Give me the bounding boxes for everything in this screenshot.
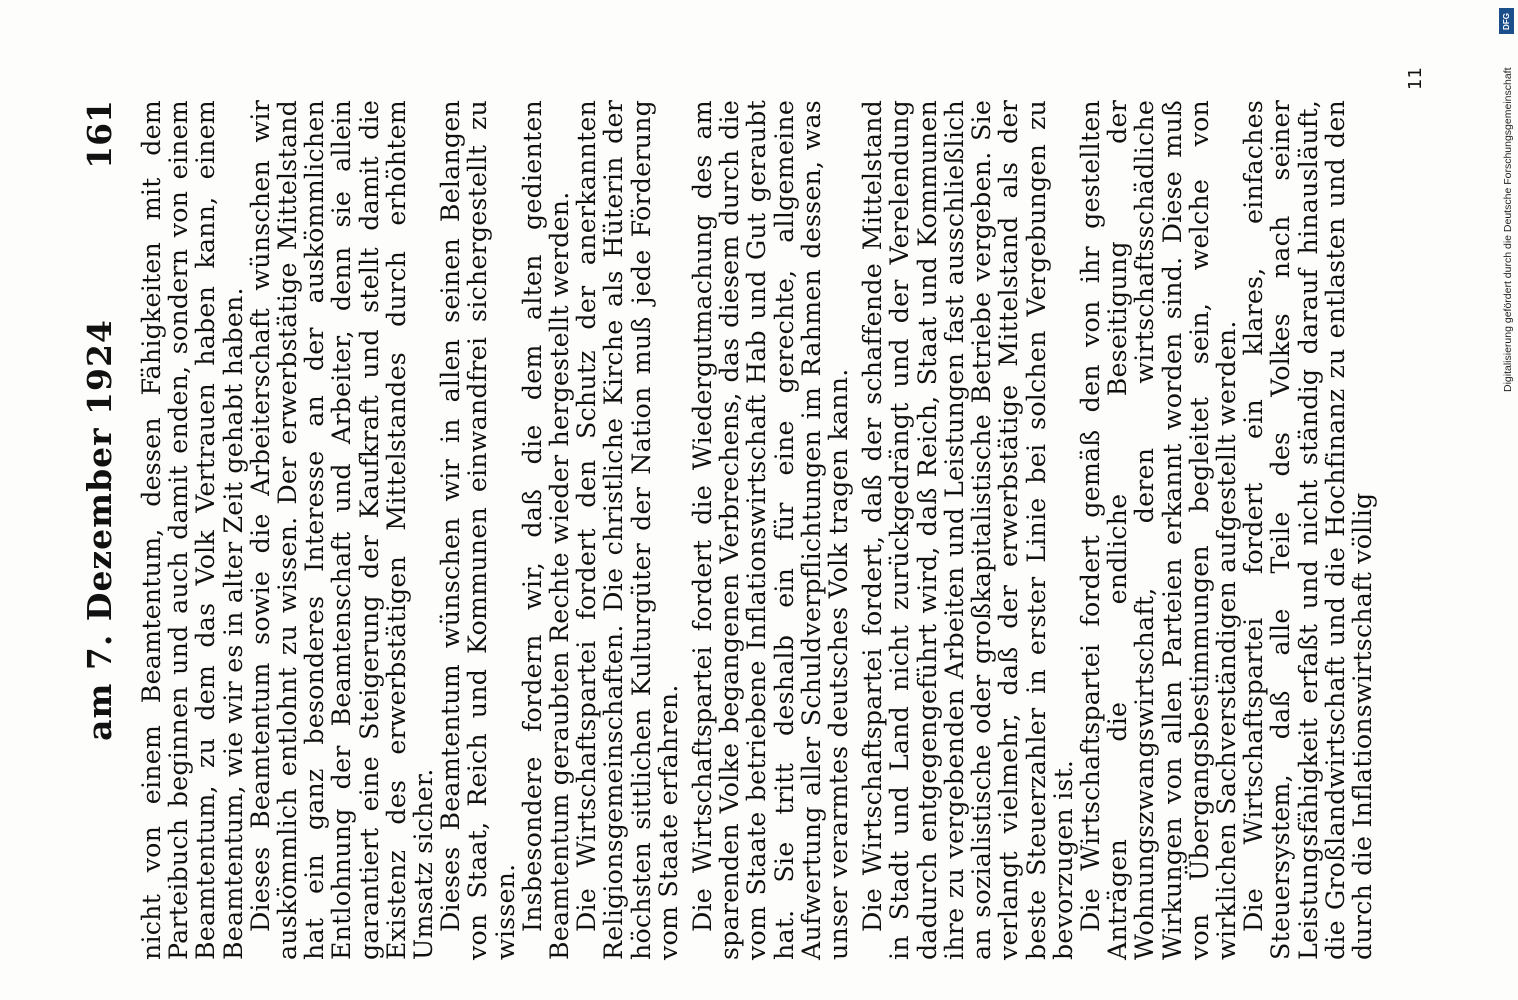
signature-mark: 11 bbox=[1405, 67, 1426, 90]
rotated-document-page bbox=[60, 40, 1460, 960]
paragraph: Dieses Beamtentum sowie die Arbeiterschaft wünschen wir auskömmlich entlohnt zu wissen. Der erwerbstätige Mittelstand hat ein ganz besonderes Interesse an der auskömmlichen Entlohnung der Beamtenschaft und Arbeiter, denn sie allein garantiert eine Steigerung der Kaufkraft und stellt damit die Existenz des erwerbstätigen Mittelstandes durch erhöhtem Umsatz sicher. bbox=[245, 100, 439, 960]
running-title: am 7. Dezember 1924 bbox=[80, 319, 119, 741]
paragraph: Die Wirtschaftspartei fordert den Schutz der anerkannten Religionsgemeinschaften. Die christliche Kirche als Hüterin der höchsten sittlichen Kulturgüter der Nation muß jede Förderung vom Staate erfahren. bbox=[572, 100, 683, 960]
page-header bbox=[80, 100, 130, 960]
body-text bbox=[138, 100, 1376, 960]
paragraph: Die Wirtschaftspartei fordert gemäß den von ihr gestellten Anträgen die endliche Beseitigung der Wohnungszwangswirtschaft, deren wirtschaftsschädliche Wirkungen von allen Parteien erkannt worden sind. Diese muß von Übergangsbestimmungen begleitet sein, welche von wirklichen Sachverständigen aufgestellt werden. bbox=[1075, 100, 1241, 960]
paragraph: Die Wirtschaftspartei fordert, daß der schaffende Mittelstand in Stadt und Land nicht zurückgedrängt und der Verelendung dadurch entgegengeführt wird, daß Reich, Staat und Kommunen ihre zu vergebenden Arbeiten und Leistungen fast ausschließlich an sozialistische oder großkapitalistische Betriebe vergeben. Sie verlangt vielmehr, daß der erwerbstätige Mittelstand als der beste Steuerzahler in erster Linie bei solchen Vergebungen zu bevorzugen ist. bbox=[858, 100, 1078, 960]
paragraph: nicht von einem Beamtentum, dessen Fähigkeiten mit dem Parteibuch beginnen und auch damit enden, sondern von einem Beamtentum, zu dem das Volk Vertrauen haben kann, einem Beamtentum, wie wir es in alter Zeit gehabt haben. bbox=[137, 100, 248, 960]
digitization-note: Digitalisierung gefördert durch die Deutsche Forschungsgemeinschaft bbox=[1502, 67, 1514, 392]
dfg-logo: DFG bbox=[1499, 8, 1514, 34]
digitization-strip bbox=[1496, 0, 1518, 1000]
paragraph: Insbesondere fordern wir, daß die dem alten gedienten Beamtentum geraubten Rechte wieder hergestellt werden. bbox=[517, 100, 575, 960]
paragraph: Die Wirtschaftspartei fordert die Wiedergutmachung des am sparenden Volke begangenen Verbrechens, das diesem durch die vom Staate betriebene Inflationswirtschaft Hab und Gut geraubt hat. Sie tritt deshalb ein für eine gerechte, allgemeine Aufwertung aller Schuldverpflichtungen im Rahmen dessen, was unser verarmtes deutsches Volk tragen kann. bbox=[688, 100, 854, 960]
page-number: 161 bbox=[80, 100, 119, 169]
paragraph: Die Wirtschaftspartei fordert ein klares, einfaches Steuersystem, daß alle Teile des Volkes nach seiner Leistungsfähigkeit erfaßt und nicht ständig darauf hinausläuft, die Großlandwirtschaft und die Hochfinanz zu entlasten und den durch die Inflationswirtschaft völlig bbox=[1239, 100, 1377, 960]
paragraph: Dieses Beamtentum wünschen wir in allen seinen Belangen von Staat, Reich und Kommunen einwandfrei sichergestellt zu wissen. bbox=[436, 100, 520, 960]
